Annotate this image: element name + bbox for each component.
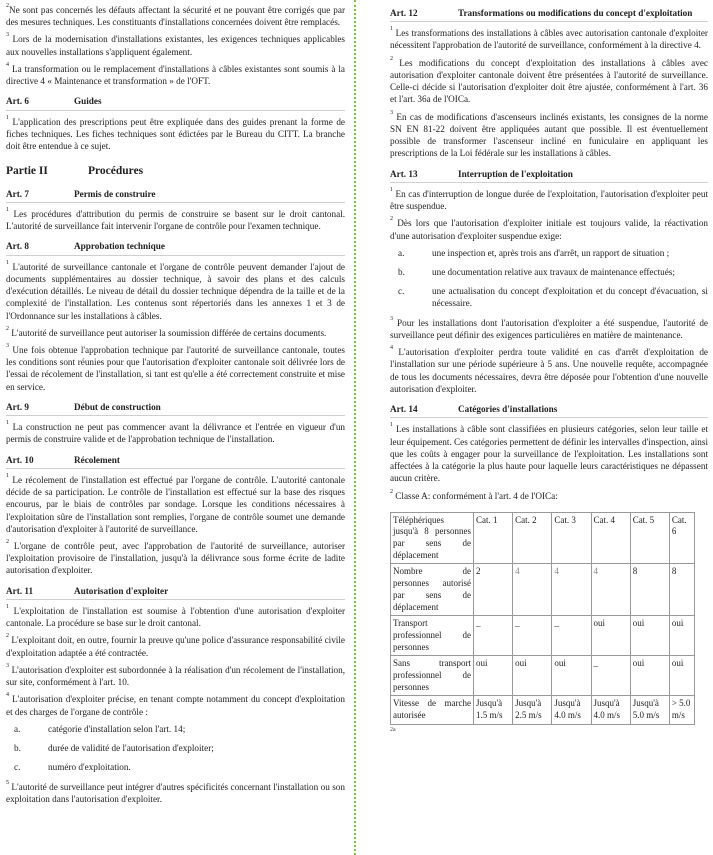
paragraph: $^1$ Les procédures d'attribution du permis de construire se basent sur le droit cantonal. L'autorité de surveillance fait intervenir l'organe de contrôle pour l'examen technique.	[6, 206, 346, 232]
paragraph: $^3$ Une fois obtenue l'approbation technique par l'autorité de surveillance cantonale, toutes les conditions sont réunies pour que l'autorisation d'exploiter cantonale soit délivrée lors de l'essai de récolement de l'installation, si tant est qu'elle a été correctement construite et mise en service.	[6, 342, 345, 392]
column-divider	[354, 0, 356, 855]
table-cell: _	[474, 616, 513, 656]
paragraph: $^3$ Lors de la modernisation d'installations existantes, les exigences techniques applicables aux nouvelles installations s'appliquent également.	[6, 32, 345, 57]
article-heading: Art. 14 Catégories d'installations	[390, 403, 708, 418]
article-heading: Art. 11 Autorisation d'exploiter	[6, 585, 345, 600]
paragraph: $^2$ Les modifications du concept d'exploitation des installations à câbles avec autorisation d'exploiter cantonale doivent être présentées à l'autorité de surveillance. Celle-ci décide si l'autorisation d'exploiter doit être ajustée, conformément à l'art. 36 et l'art. 36a de l'OICa.	[390, 55, 708, 105]
table-cell: 4	[552, 564, 591, 616]
paragraph: $^3$ Pour les installations dont l'autorisation d'exploiter a été suspendue, l'autorité de surveillance peut définir des exigences particulières en matière de maintenance.	[390, 315, 708, 340]
table-cell: Cat. 5	[630, 512, 669, 564]
article-heading: Art. 10 Récolement	[6, 454, 345, 469]
table-cell: Vitesse de marche autorisée	[391, 696, 474, 724]
paragraph: $^3$ En cas de modifications d'ascenseurs inclinés existants, les consignes de la norme SN EN 81-22 doivent être appliquées autant que possible. Il est éventuellement possible de transformer l'ascenseur incliné en funiculaire en appliquant les prescriptions de la Loi fédérale sur les installations à câbles.	[390, 109, 708, 159]
table-cell: Sans transport professionnel de personnes	[391, 656, 474, 696]
paragraph: $^1$ En cas d'interruption de longue durée de l'exploitation, l'autorisation d'exploiter peut être suspendue.	[390, 186, 708, 212]
article-heading: Art. 8 Approbation technique	[6, 240, 345, 255]
table-cell: _	[552, 616, 591, 656]
paragraph: $^2$ Dès lors que l'autorisation d'exploiter initiale est toujours valide, la réactivation d'une autorisation d'exploiter suspendue exige:	[390, 216, 709, 241]
table-cell: Jusqu'à 2.5 m/s	[513, 696, 552, 724]
list-item: a. catégorie d'installation selon l'art. 14;	[14, 723, 186, 734]
table-cell: oui	[630, 616, 669, 656]
table-cell: 4	[591, 564, 630, 616]
article-heading: Art. 6 Guides	[6, 95, 345, 110]
table-cell: Transport professionnel de personnes	[391, 616, 474, 656]
list-item: c. numéro d'exploitation.	[14, 762, 131, 773]
left-column	[6, 4, 345, 810]
table-cell: Nombre de personnes autorisé par sens de déplacement	[391, 564, 474, 616]
paragraph: $^4$ L'autorisation d'exploiter perdra toute validité en cas d'arrêt d'exploitation de l'installation sur une période supérieure à 5 ans. Une nouvelle requête, accompagnée de tous les documents nécessaires, devra être déposée pour l'obtention d'une nouvelle autorisation d'exploiter.	[390, 345, 708, 394]
table-row	[391, 616, 695, 656]
paragraph: $^2$Ne sont pas concernés les défauts affectant la sécurité et ne pouvant être corrigés que par des mesures techniques. Les constituants d'installations concernées doivent être remplacés.	[6, 3, 345, 28]
article-heading: Art. 9 Début de construction	[6, 401, 345, 416]
table-cell: Cat. 1	[474, 512, 513, 564]
list-item: b. une documentation relative aux travaux de maintenance effectués;	[398, 266, 675, 277]
table-header-row	[391, 512, 695, 564]
table-cell: Jusqu'à 5.0 m/s	[630, 696, 669, 724]
table-row	[391, 696, 695, 724]
list-item: c. une actualisation du concept d'exploitation et du concept d'évacuation, si nécessaire.	[398, 286, 708, 309]
table-cell: oui	[591, 616, 630, 656]
paragraph: $^1$ L'exploitation de l'installation est soumise à l'obtention d'une autorisation d'exploiter cantonale. La procédure se base sur le droit cantonal.	[6, 603, 346, 629]
paragraph: $^1$ Les installations à câble sont classifiées en plusieurs catégories, selon leur taille et leur équipement. Ces catégories permettent de définir les intervalles d'inspection, ainsi que les coûts à engager pour la surveillance de l'exploitation. Les installations sont affectées à la catégorie la plus haute pour laquelle leurs caractéristiques ne dépassent aucun critère.	[390, 422, 709, 484]
table-cell: 8	[669, 564, 694, 616]
list-item: b. durée de validité de l'autorisation d'exploiter;	[14, 743, 214, 754]
right-column	[390, 4, 708, 735]
table-cell: oui	[630, 656, 669, 696]
paragraph: $^2$ L'organe de contrôle peut, avec l'approbation de l'autorité de surveillance, autoriser l'exploitation provisoire de l'installation, jusqu'à la délivrance sous forme écrite de ladite autorisation d'exploiter.	[6, 539, 346, 576]
table-cell: 2	[474, 564, 513, 616]
table-cell: 8	[630, 564, 669, 616]
paragraph: $^4$ La transformation ou le remplacement d'installations à câbles existantes sont soumis à la directive 4 « Maintenance et transformation » de l'OFT.	[6, 61, 345, 87]
table-cell: oui	[513, 656, 552, 696]
table-cell: oui	[474, 656, 513, 696]
paragraph: $^3$ L'autorisation d'exploiter est subordonnée à la réalisation d'un récolement de l'installation, sur site, conformément à l'art. 10.	[6, 662, 345, 688]
paragraph: $^4$ L'autorisation d'exploiter précise, en tenant compte notamment du concept d'exploitation et des charges de l'organe de contrôle :	[6, 692, 345, 717]
paragraph: $^1$ L'autorité de surveillance cantonale et l'organe de contrôle peuvent demander l'ajout de documents supplémentaires au dossier technique, à savoir des plans et des calculs d'exécution détaillés. Le niveau de détail du dossier technique dépendra de la taille et de la complexité de l'installation. Les contenus sont répertoriés dans les annexes 1 et 3 de l'Ordonnance sur les installations à câbles.	[6, 259, 345, 321]
table-row	[391, 656, 695, 696]
categories-table	[390, 512, 695, 725]
table-cell: Jusqu'à 4.0 m/s	[552, 696, 591, 724]
table-cell: Cat. 6	[669, 512, 694, 564]
table-cell: Cat. 4	[591, 512, 630, 564]
table-cell: 4	[513, 564, 552, 616]
paragraph: $^1$ L'application des prescriptions peut être expliquée dans des guides prenant la forme de fiches techniques. Les fiches techniques sont édictées par le Bureau du CITT. La branche doit être entendue à ce sujet.	[6, 114, 345, 152]
table-cell: oui	[552, 656, 591, 696]
paragraph: $^1$ La construction ne peut pas commencer avant la délivrance et l'entrée en vigueur d'un permis de construire valide et de l'approbation technique de l'installation.	[6, 420, 346, 445]
table-cell: oui	[669, 656, 694, 696]
paragraph: $^2$ Classe A: conformément à l'art. 4 de l'OICa:	[390, 488, 558, 501]
footnote: 2a	[390, 726, 396, 733]
paragraph: $^1$ Les transformations des installations à câbles avec autorisation cantonale d'exploiter nécessitent l'approbation de l'autorité de surveillance, conformément à la directive 4.	[390, 26, 708, 51]
table-cell: Jusqu'à 1.5 m/s	[474, 696, 513, 724]
table-cell: _	[513, 616, 552, 656]
table-cell: Jusqu'à 4.0 m/s	[591, 696, 630, 724]
table-cell: oui	[669, 616, 694, 656]
article-heading: Art. 7 Permis de construire	[6, 188, 345, 203]
paragraph: $^5$ L'autorité de surveillance peut intégrer d'autres spécificités concernant l'installation ou son exploitation dans l'autorisation d'exploiter.	[6, 779, 345, 804]
list-item: a. une inspection et, après trois ans d'arrêt, un rapport de situation ;	[398, 247, 670, 258]
paragraph: $^1$ Le récolement de l'installation est effectué par l'organe de contrôle. L'autorité cantonale décide de sa participation. Le contrôle de l'installation est effectué sur la base des risques encourus, par le biais de contrôles par sondage. Lorsque les conditions nécessaires à l'exploitation sûre de l'installation sont remplies, l'organe de contrôle soumet une demande d'autorisation d'exploiter à l'autorité de surveillance.	[6, 472, 345, 534]
article-heading: Art. 12 Transformations ou modifications du concept d'exploitation	[390, 7, 708, 22]
table-cell: Téléphériques jusqu'à 8 personnes par sens de déplacement	[391, 512, 474, 564]
table-cell: _	[591, 656, 630, 696]
paragraph: $^2$ L'autorité de surveillance peut autoriser la soumission différée de certains documents.	[6, 325, 327, 338]
table-cell: Cat. 2	[513, 512, 552, 564]
table-row	[391, 564, 695, 616]
part-heading: Partie II Procédures	[6, 165, 144, 178]
article-heading: Art. 13 Interruption de l'exploitation	[390, 168, 708, 183]
table-cell: > 5.0 m/s	[669, 696, 694, 724]
table-cell: Cat. 3	[552, 512, 591, 564]
paragraph: $^2$ L'exploitant doit, en outre, fournir la preuve qu'une police d'assurance responsabilité civile d'exploitation adaptée a été contractée.	[6, 633, 345, 658]
